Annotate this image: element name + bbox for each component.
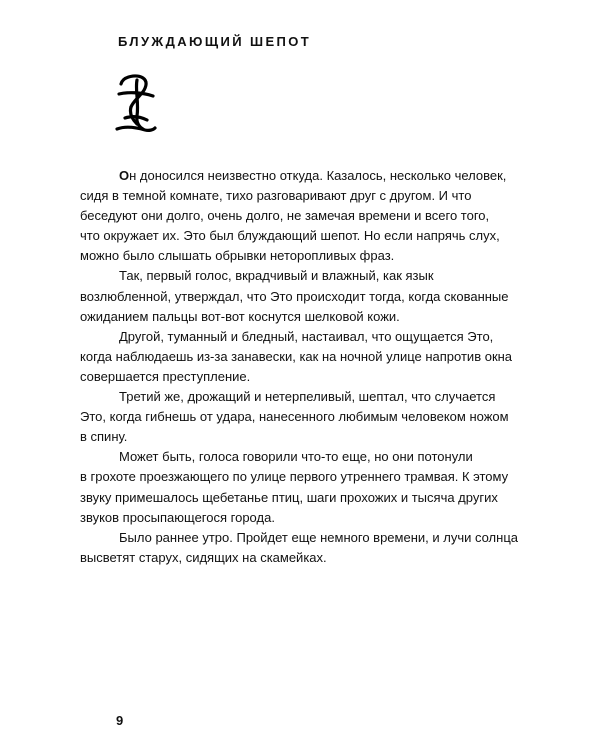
paragraph-1 — [80, 166, 520, 266]
text-line: Может быть, голоса говорили что-то еще, но они потонули — [119, 449, 473, 465]
rune-figure-icon — [115, 72, 157, 132]
text-line: Третий же, дрожащий и нетерпеливый, шептал, что случается — [119, 389, 496, 405]
page-number: 9 — [116, 713, 124, 728]
text-line: высветят старух, сидящих на скамейках. — [80, 549, 327, 565]
text-line: Другой, туманный и бледный, настаивал, что ощущается Это, — [119, 328, 494, 344]
text-line: сидя в темной комнате, тихо разговаривают друг с другом. И что — [80, 188, 472, 204]
text-line — [80, 166, 520, 186]
text-line: совершается преступление. — [80, 368, 251, 384]
text-line: в грохоте проезжающего по улице первого утреннего трамвая. К этому — [80, 469, 509, 485]
text-line: Так, первый голос, вкрадчивый и влажный, как язык — [119, 268, 434, 284]
paragraph-2 — [80, 266, 520, 326]
text-line: звуков просыпающегося города. — [80, 509, 275, 525]
text-line: ожиданием пальцы вот-вот коснутся шелковой кожи. — [80, 308, 400, 324]
paragraph-4 — [80, 387, 520, 447]
text-line-content: н доносился неизвестно откуда. Казалось, несколько человек, — [129, 168, 507, 183]
drop-cap: О — [119, 168, 130, 183]
text-line: возлюбленной, утверждал, что Это происходит тогда, когда скованные — [80, 288, 509, 304]
text-line: в спину. — [80, 429, 128, 445]
text-line: Было раннее утро. Пройдет еще немного времени, и лучи солнца — [119, 529, 519, 545]
text-line: когда наблюдаешь из-за занавески, как на ночной улице напротив окна — [80, 348, 513, 364]
paragraph-5 — [80, 447, 520, 527]
paragraph-6 — [80, 528, 520, 568]
text-line: звуку примешалось щебетанье птиц, шаги прохожих и тысяча других — [80, 489, 498, 505]
chapter-title: БЛУЖДАЮЩИЙ ШЕПОТ — [118, 34, 312, 49]
text-line: Это, когда гибнешь от удара, нанесенного любимым человеком ножом — [80, 409, 509, 425]
chapter-text — [80, 166, 520, 568]
paragraph-3 — [80, 327, 520, 387]
text-line: что окружает их. Это был блуждающий шепот. Но если напрячь слух, — [80, 228, 500, 244]
text-line: можно было слышать обрывки неторопливых фраз. — [80, 248, 395, 264]
text-line: беседуют они долго, очень долго, не замечая времени и всего того, — [80, 208, 490, 224]
